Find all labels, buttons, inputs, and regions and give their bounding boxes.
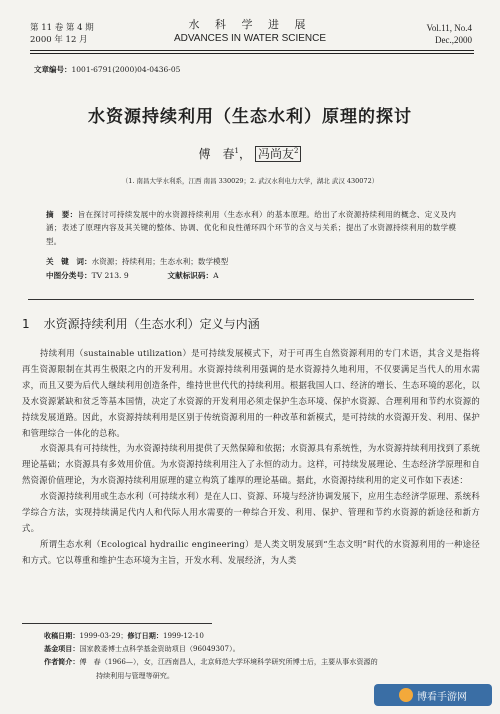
body-text <box>22 346 480 569</box>
section-number: 1 <box>22 317 30 331</box>
author-2-name: 冯尚友 <box>258 147 295 161</box>
header-rule-thin <box>30 53 474 54</box>
revised-date: 1999-12-10 <box>162 631 204 640</box>
watermark-text: 博看手游网 <box>417 691 467 703</box>
affiliation: （1. 南昌大学水利系，江西 南昌 330029；2. 武汉水利电力大学，湖北 武汉 430072） <box>121 177 379 185</box>
fund-text: 国家教委博士点科学基金资助项目（96049307）。 <box>79 644 240 654</box>
abstract-rule <box>28 299 474 300</box>
received-date: 1999-03-29； <box>79 631 128 640</box>
paragraph-4: 所谓生态水利（Ecological hydrailic engineering）是人类文明发展到“生态文明”时代的水资源利用的一种途径和方式。它以尊重和维护生态环境为主旨，开发水利、发展经济，为人类 <box>22 538 480 565</box>
volume-issue-zh: 第 11 卷 第 4 期 <box>30 23 94 33</box>
bio-label: 作者简介： <box>44 657 80 667</box>
paragraph-3: 水资源持续利用或生态水利（可持续水利）是在人口、资源、环境与经济协调发展下，应用生态经济学原理、系统科学综合方法，实现持续满足代内人和代际人用水需要的一种综合开发、利用、保护、管理和节约水资源的新途径和新方式。 <box>22 491 480 533</box>
bio-line-2: 持续利用与管理等研究。 <box>96 670 175 680</box>
site-watermark <box>374 684 492 706</box>
author-1-affil-mark: 1 <box>234 147 239 155</box>
keywords-line <box>46 256 228 267</box>
received-label: 收稿日期： <box>44 631 80 640</box>
journal-name-zh: 水 科 学 进 展 <box>188 18 312 31</box>
section-heading <box>22 315 260 332</box>
bio-line-1: 傅 春（1966—），女，江西南昌人，北京师范大学环境科学研究所博士后，主要从事水资源的 <box>79 657 378 667</box>
abstract-text: 旨在探讨可持续发展中的水资源持续利用（生态水利）的基本原理。给出了水资源持续利用的概念、定义及内涵；表述了原理内容及其关键的整体、协调、优化和良性循环四个环节的含义与关系；提出了水资源持续利用的数学模型。 <box>46 210 456 246</box>
author-line: 傅 春$^1$， 冯尚友$^2$ <box>0 145 500 162</box>
header-left <box>30 22 94 46</box>
paragraph-1: 持续利用（sustainable utilization）是可持续发展模式下，对于可再生自然资源利用的专门术语，其含义是指将再生资源限制在其再生极限之内的开发利用。水资源持续利用强调的是水资源持久地利用，不仅要满足当代人的用水需求，而且又要为后代人继续利用创造条件，维持世世代代的持续利用。根据我国人口、经济的增长、生态环境的恶化，以及水资源紧缺和贫乏等基本国情，决定了水资源的开发利用必须走保护生态环境、保护水资源、合理利用和节约水资源的持续发展道路。因此，水资源持续利用是区别于传统资源利用的一种改革和新模式，是可持续的水资源开发、利用、保护和管理综合一体化的总称。 <box>22 348 480 438</box>
doc-code-value: A <box>213 271 219 280</box>
paper-title: 水资源持续利用（生态水利）原理的探讨 <box>88 107 412 127</box>
abstract-label: 摘 要： <box>46 210 78 219</box>
clc-label: 中图分类号： <box>46 271 92 280</box>
fund-label: 基金项目： <box>44 644 80 654</box>
paragraph-2: 水资源具有可持续性，为水资源持续利用提供了天然保障和依据；水资源具有系统性，为水资源持续利用找到了系统理论基础；水资源具有多效用价值。为水资源持续利用注入了永恒的动力。这样，可持续发展理论、生态经济学原理和自然资源价值理论，为水资源持续利用原理的建立构筑了雄厚的理论基础。据此，水资源持续利用的定义可作如下表述： <box>22 443 480 486</box>
article-number <box>34 64 180 75</box>
doc-code-label: 文献标识码： <box>167 271 214 280</box>
journal-name <box>135 18 365 45</box>
author-2 <box>255 146 301 162</box>
author-1: 傅 春 <box>198 147 235 161</box>
classification-line <box>46 270 219 281</box>
date-en: Dec.,2000 <box>435 35 472 45</box>
journal-name-en: ADVANCES IN WATER SCIENCE <box>173 33 327 44</box>
footnote-dates <box>44 629 474 642</box>
keywords: 水资源；持续利用；生态水利；数学模型 <box>91 257 229 266</box>
volume-issue-en: Vol.11, No.4 <box>426 23 472 33</box>
clc-value: TV 213. 9 <box>91 271 129 280</box>
footnote-bio <box>44 655 474 668</box>
revised-label: 修订日期： <box>127 631 163 640</box>
article-number-value: 1001-6791(2000)04-0436-05 <box>71 65 181 74</box>
gamepad-icon <box>399 688 413 702</box>
article-number-label: 文章编号： <box>34 65 72 74</box>
section-title: 水资源持续利用（生态水利）定义与内涵 <box>43 317 260 331</box>
footnote <box>44 629 474 682</box>
header-right <box>426 22 472 46</box>
author-2-affil-mark: 2 <box>294 147 299 155</box>
keywords-label: 关 键 词： <box>46 257 92 266</box>
date-zh: 2000 年 12 月 <box>30 35 88 45</box>
footnote-rule <box>22 623 212 624</box>
header-rule <box>30 50 474 51</box>
abstract <box>46 208 456 248</box>
footnote-fund <box>44 642 474 655</box>
